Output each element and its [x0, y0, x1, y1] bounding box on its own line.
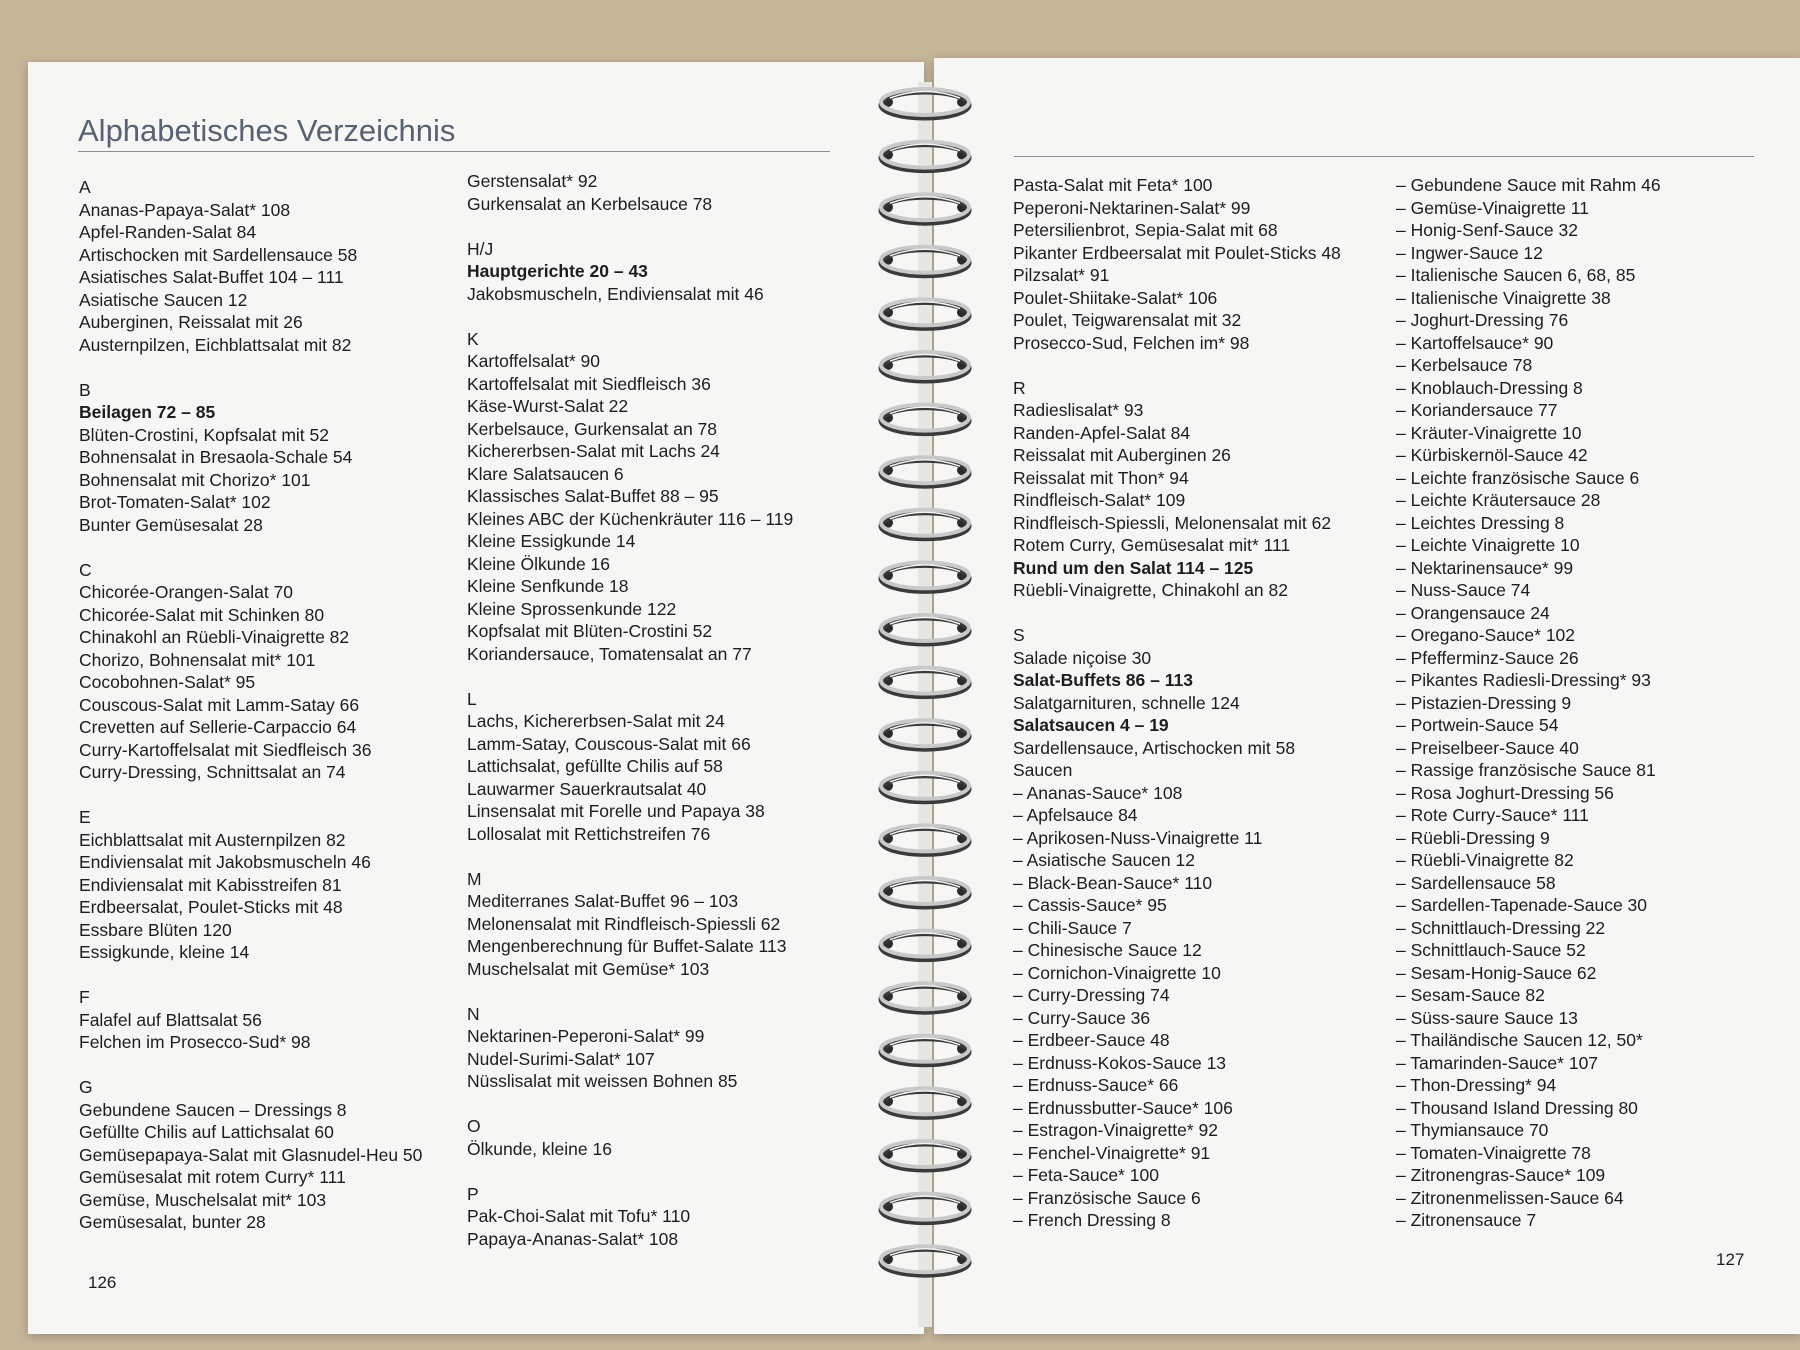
index-entry: – Sesam-Honig-Sauce 62: [1396, 962, 1597, 983]
index-spacer: [79, 1054, 422, 1077]
index-entry: Papaya-Ananas-Salat* 108: [467, 1228, 679, 1249]
index-entry: – Pfefferminz-Sauce 26: [1396, 647, 1579, 668]
index-entry: – Curry-Sauce 36: [1013, 1007, 1151, 1028]
index-entry: Sardellensauce, Artischocken mit 58: [1013, 737, 1296, 758]
index-entry: Lachs, Kichererbsen-Salat mit 24: [467, 711, 725, 731]
index-entry: Couscous-Salat mit Lamm-Satay 66: [79, 694, 360, 715]
index-letter-heading: G: [79, 1077, 93, 1097]
index-entry: Linsensalat mit Forelle und Papaya 38: [467, 801, 765, 821]
index-entry: – Ingwer-Sauce 12: [1396, 242, 1543, 263]
index-column-2: [467, 170, 793, 1250]
index-entry: – Zitronenmelissen-Sauce 64: [1396, 1187, 1624, 1208]
index-letter-heading: A: [79, 177, 91, 197]
index-entry: Chicorée-Orangen-Salat 70: [79, 582, 294, 602]
index-entry: Ölkunde, kleine 16: [467, 1138, 612, 1159]
index-entry: Klassisches Salat-Buffet 88 – 95: [467, 486, 719, 506]
index-entry: – Tamarinden-Sauce* 107: [1396, 1052, 1599, 1073]
index-entry: Lollosalat mit Rettichstreifen 76: [467, 823, 711, 844]
index-entry: – Zitronengras-Sauce* 109: [1396, 1165, 1606, 1185]
index-entry: – Italienische Saucen 6, 68, 85: [1396, 265, 1636, 285]
index-entry: Salat-Buffets 86 – 113: [1013, 670, 1193, 690]
index-spacer: [467, 1160, 793, 1183]
index-entry: – Sardellen-Tapenade-Sauce 30: [1396, 895, 1648, 915]
index-entry: Koriandersauce, Tomatensalat an 77: [467, 643, 752, 664]
index-entry: – Estragon-Vinaigrette* 92: [1013, 1120, 1218, 1140]
index-entry: Prosecco-Sud, Felchen im* 98: [1013, 332, 1250, 353]
index-entry: – Erdnuss-Kokos-Sauce 13: [1013, 1052, 1227, 1073]
title-rule-right: [1014, 156, 1754, 157]
index-entry: Lamm-Satay, Couscous-Salat mit 66: [467, 733, 751, 754]
page-number-left: 126: [88, 1273, 117, 1292]
index-entry: – Rosa Joghurt-Dressing 56: [1396, 782, 1614, 803]
title-rule-left: [78, 151, 830, 152]
index-entry: Salatgarnituren, schnelle 124: [1013, 692, 1240, 713]
index-entry: – Erdbeer-Sauce 48: [1013, 1030, 1170, 1050]
index-spacer: [79, 536, 422, 559]
index-entry: Randen-Apfel-Salat 84: [1013, 422, 1191, 443]
page-number-right: 127: [1716, 1250, 1745, 1269]
index-entry: Kerbelsauce, Gurkensalat an 78: [467, 418, 718, 439]
index-entry: Beilagen 72 – 85: [79, 402, 216, 422]
index-entry: Gemüsepapaya-Salat mit Glasnudel-Heu 50: [79, 1144, 423, 1165]
index-entry: Lauwarmer Sauerkrautsalat 40: [467, 778, 707, 799]
index-entry: Jakobsmuscheln, Endiviensalat mit 46: [467, 283, 764, 304]
index-entry: Peperoni-Nektarinen-Salat* 99: [1013, 197, 1251, 218]
index-letter-heading: H/J: [467, 238, 494, 259]
index-entry: Klare Salatsaucen 6: [467, 463, 624, 484]
index-entry: Mediterranes Salat-Buffet 96 – 103: [467, 891, 739, 911]
index-entry: Kleines ABC der Küchenkräuter 116 – 119: [467, 508, 794, 529]
index-entry: Essbare Blüten 120: [79, 919, 232, 940]
index-column-4: [1396, 174, 1661, 1232]
index-entry: Pilzsalat* 91: [1013, 265, 1110, 285]
index-entry: Saucen: [1013, 760, 1073, 780]
index-entry: – Kerbelsauce 78: [1396, 355, 1533, 375]
index-entry: Austernpilzen, Eichblattsalat mit 82: [79, 334, 352, 355]
index-entry: – Italienische Vinaigrette 38: [1396, 287, 1611, 308]
index-entry: – Fenchel-Vinaigrette* 91: [1013, 1142, 1211, 1163]
index-entry: – Cassis-Sauce* 95: [1013, 895, 1167, 915]
index-entry: Blüten-Crostini, Kopfsalat mit 52: [79, 424, 329, 445]
index-letter-heading: N: [467, 1003, 480, 1024]
index-entry: Kleine Senfkunde 18: [467, 576, 629, 596]
index-entry: Rotem Curry, Gemüsesalat mit* 111: [1013, 535, 1291, 555]
index-entry: Kleine Sprossenkunde 122: [467, 598, 677, 619]
index-entry: – Rüebli-Vinaigrette 82: [1396, 850, 1574, 870]
index-column-1: [79, 176, 422, 1234]
index-letter-heading: E: [79, 807, 91, 827]
index-entry: Nudel-Surimi-Salat* 107: [467, 1048, 655, 1069]
index-spacer: [1013, 602, 1341, 625]
index-letter-heading: C: [79, 559, 92, 580]
index-spacer: [79, 356, 422, 379]
index-entry: – Chinesische Sauce 12: [1013, 940, 1202, 960]
index-entry: – French Dressing 8: [1013, 1210, 1171, 1230]
index-entry: Chicorée-Salat mit Schinken 80: [79, 604, 325, 625]
index-entry: – Nektarinensauce* 99: [1396, 557, 1574, 578]
index-entry: – Kartoffelsauce* 90: [1396, 332, 1554, 353]
index-entry: Rund um den Salat 114 – 125: [1013, 557, 1254, 578]
index-entry: – Pistazien-Dressing 9: [1396, 692, 1572, 713]
index-entry: – Rassige französische Sauce 81: [1396, 760, 1656, 780]
index-entry: – Leichtes Dressing 8: [1396, 512, 1565, 533]
index-entry: Rindfleisch-Salat* 109: [1013, 490, 1186, 510]
index-entry: Curry-Kartoffelsalat mit Siedfleisch 36: [79, 739, 372, 760]
index-letter-heading: M: [467, 868, 482, 889]
index-entry: Eichblattsalat mit Austernpilzen 82: [79, 829, 346, 850]
index-entry: – Tomaten-Vinaigrette 78: [1396, 1142, 1591, 1163]
index-entry: Curry-Dressing, Schnittsalat an 74: [79, 762, 346, 782]
index-entry: – Leichte Kräutersauce 28: [1396, 490, 1601, 510]
index-entry: – Knoblauch-Dressing 8: [1396, 377, 1583, 398]
index-entry: Nektarinen-Peperoni-Salat* 99: [467, 1026, 705, 1046]
index-entry: Kichererbsen-Salat mit Lachs 24: [467, 441, 720, 461]
index-entry: Endiviensalat mit Kabisstreifen 81: [79, 874, 342, 895]
index-entry: Erdbeersalat, Poulet-Sticks mit 48: [79, 897, 343, 917]
index-entry: Chorizo, Bohnensalat mit* 101: [79, 649, 316, 670]
index-entry: Gemüse, Muschelsalat mit* 103: [79, 1189, 327, 1210]
index-entry: Radieslisalat* 93: [1013, 400, 1144, 420]
index-entry: Mengenberechnung für Buffet-Salate 113: [467, 936, 787, 956]
index-entry: – Kräuter-Vinaigrette 10: [1396, 422, 1582, 443]
index-entry: – Süss-saure Sauce 13: [1396, 1007, 1578, 1028]
index-entry: Cocobohnen-Salat* 95: [79, 672, 256, 692]
index-entry: – Französische Sauce 6: [1013, 1187, 1201, 1208]
index-entry: – Kürbiskernöl-Sauce 42: [1396, 445, 1588, 465]
index-entry: – Leichte Vinaigrette 10: [1396, 535, 1580, 555]
index-entry: Felchen im Prosecco-Sud* 98: [79, 1032, 311, 1052]
index-entry: Chinakohl an Rüebli-Vinaigrette 82: [79, 627, 350, 647]
index-entry: – Gemüse-Vinaigrette 11: [1396, 197, 1589, 218]
index-spacer: [467, 1093, 793, 1116]
index-entry: Nüsslisalat mit weissen Bohnen 85: [467, 1071, 738, 1091]
index-letter-heading: L: [467, 688, 477, 709]
index-spacer: [467, 665, 793, 688]
index-entry: Gemüsesalat mit rotem Curry* 111: [79, 1167, 346, 1187]
index-spacer: [79, 784, 422, 807]
index-entry: Apfel-Randen-Salat 84: [79, 222, 257, 242]
index-entry: – Erdnuss-Sauce* 66: [1013, 1075, 1179, 1095]
index-entry: Artischocken mit Sardellensauce 58: [79, 244, 358, 265]
index-entry: – Apfelsauce 84: [1013, 805, 1138, 825]
index-entry: Lattichsalat, gefüllte Chilis auf 58: [467, 756, 723, 776]
index-entry: Kleine Ölkunde 16: [467, 553, 611, 574]
index-entry: – Gebundene Sauce mit Rahm 46: [1396, 175, 1661, 195]
index-letter-heading: B: [79, 379, 91, 400]
index-entry: Melonensalat mit Rindfleisch-Spiessli 62: [467, 913, 781, 934]
index-spacer: [467, 980, 793, 1003]
index-entry: Pikanter Erdbeersalat mit Poulet-Sticks 48: [1013, 242, 1341, 263]
index-entry: Hauptgerichte 20 – 43: [467, 261, 648, 281]
index-entry: Gemüsesalat, bunter 28: [79, 1212, 266, 1232]
index-entry: Käse-Wurst-Salat 22: [467, 396, 629, 416]
index-entry: – Sardellensauce 58: [1396, 872, 1556, 893]
index-entry: – Feta-Sauce* 100: [1013, 1165, 1159, 1185]
index-spacer: [467, 845, 793, 868]
index-entry: – Erdnussbutter-Sauce* 106: [1013, 1097, 1233, 1118]
index-entry: Muschelsalat mit Gemüse* 103: [467, 958, 710, 979]
index-entry: Essigkunde, kleine 14: [79, 942, 250, 962]
index-entry: Kartoffelsalat mit Siedfleisch 36: [467, 373, 711, 394]
index-spacer: [467, 215, 793, 238]
index-entry: – Ananas-Sauce* 108: [1013, 782, 1183, 803]
index-entry: Poulet-Shiitake-Salat* 106: [1013, 287, 1218, 308]
index-entry: – Asiatische Saucen 12: [1013, 850, 1195, 870]
index-entry: – Oregano-Sauce* 102: [1396, 625, 1576, 645]
index-entry: Kleine Essigkunde 14: [467, 531, 636, 551]
spiral-binding: [870, 82, 980, 1327]
index-entry: Bunter Gemüsesalat 28: [79, 514, 263, 535]
index-entry: – Nuss-Sauce 74: [1396, 580, 1531, 600]
index-entry: – Aprikosen-Nuss-Vinaigrette 11: [1013, 827, 1263, 848]
index-letter-heading: S: [1013, 625, 1025, 645]
index-entry: Gurkensalat an Kerbelsauce 78: [467, 193, 713, 214]
index-column-3: [1013, 174, 1341, 1232]
index-entry: Endiviensalat mit Jakobsmuscheln 46: [79, 852, 371, 872]
index-letter-heading: F: [79, 987, 90, 1007]
index-entry: – Thon-Dressing* 94: [1396, 1075, 1557, 1095]
page-title: Alphabetisches Verzeichnis: [78, 113, 456, 148]
index-spacer: [467, 305, 793, 328]
index-spacer: [1013, 354, 1341, 377]
index-entry: – Curry-Dressing 74: [1013, 985, 1170, 1005]
index-entry: Pak-Choi-Salat mit Tofu* 110: [467, 1206, 691, 1226]
index-entry: – Pikantes Radiesli-Dressing* 93: [1396, 670, 1651, 690]
index-entry: – Joghurt-Dressing 76: [1396, 310, 1569, 330]
index-spacer: [79, 964, 422, 987]
index-entry: Salatsaucen 4 – 19: [1013, 715, 1169, 735]
index-entry: – Thousand Island Dressing 80: [1396, 1097, 1638, 1118]
index-entry: – Leichte französische Sauce 6: [1396, 467, 1640, 488]
index-entry: – Cornichon-Vinaigrette 10: [1013, 962, 1221, 983]
index-entry: – Zitronensauce 7: [1396, 1210, 1537, 1230]
index-entry: – Orangensauce 24: [1396, 602, 1550, 623]
index-entry: – Rüebli-Dressing 9: [1396, 827, 1550, 848]
index-entry: – Schnittlauch-Sauce 52: [1396, 940, 1586, 960]
index-entry: Gebundene Saucen – Dressings 8: [79, 1099, 347, 1120]
index-entry: – Rote Curry-Sauce* 111: [1396, 805, 1589, 825]
index-entry: Salade niçoise 30: [1013, 647, 1152, 668]
index-entry: – Schnittlauch-Dressing 22: [1396, 917, 1606, 938]
index-entry: – Sesam-Sauce 82: [1396, 985, 1545, 1005]
index-entry: Bohnensalat mit Chorizo* 101: [79, 469, 311, 490]
index-entry: Asiatisches Salat-Buffet 104 – 111: [79, 267, 344, 287]
index-entry: Kopfsalat mit Blüten-Crostini 52: [467, 621, 713, 641]
index-letter-heading: P: [467, 1183, 479, 1204]
index-entry: Crevetten auf Sellerie-Carpaccio 64: [79, 717, 357, 737]
index-entry: – Thailändische Saucen 12, 50*: [1396, 1030, 1643, 1050]
index-entry: Asiatische Saucen 12: [79, 289, 248, 310]
index-entry: – Thymiansauce 70: [1396, 1120, 1549, 1140]
index-entry: Auberginen, Reissalat mit 26: [79, 312, 303, 332]
index-entry: Rüebli-Vinaigrette, Chinakohl an 82: [1013, 580, 1288, 600]
index-entry: Gefüllte Chilis auf Lattichsalat 60: [79, 1122, 334, 1142]
index-entry: Reissalat mit Auberginen 26: [1013, 445, 1231, 465]
index-entry: Rindfleisch-Spiessli, Melonensalat mit 62: [1013, 512, 1332, 533]
index-entry: Gerstensalat* 92: [467, 171, 598, 191]
index-entry: – Preiselbeer-Sauce 40: [1396, 737, 1579, 758]
index-entry: Brot-Tomaten-Salat* 102: [79, 492, 271, 512]
index-entry: Pasta-Salat mit Feta* 100: [1013, 175, 1213, 195]
index-entry: Bohnensalat in Bresaola-Schale 54: [79, 447, 353, 467]
index-entry: Kartoffelsalat* 90: [467, 351, 600, 371]
index-letter-heading: K: [467, 328, 479, 349]
index-entry: Reissalat mit Thon* 94: [1013, 467, 1189, 488]
index-entry: Falafel auf Blattsalat 56: [79, 1009, 262, 1030]
index-entry: – Koriandersauce 77: [1396, 400, 1558, 420]
index-letter-heading: R: [1013, 377, 1026, 398]
index-entry: Petersilienbrot, Sepia-Salat mit 68: [1013, 220, 1278, 240]
index-entry: – Portwein-Sauce 54: [1396, 715, 1559, 735]
index-entry: – Chili-Sauce 7: [1013, 917, 1132, 938]
index-entry: – Honig-Senf-Sauce 32: [1396, 220, 1578, 240]
index-letter-heading: O: [467, 1116, 481, 1136]
index-entry: Poulet, Teigwarensalat mit 32: [1013, 310, 1242, 330]
index-entry: Ananas-Papaya-Salat* 108: [79, 199, 291, 220]
index-entry: – Black-Bean-Sauce* 110: [1013, 872, 1213, 893]
